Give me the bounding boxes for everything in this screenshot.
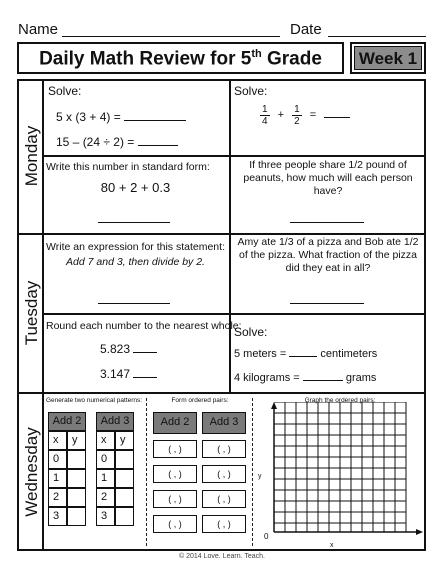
wednesday-divider-1 [146,398,147,546]
round-answer-1-blank[interactable] [133,352,157,353]
ordered-pair-box[interactable]: ( , ) [202,465,246,483]
coordinate-grid[interactable] [258,402,423,542]
title-main-text: Daily Math Review for 5 [39,48,252,70]
monday-q1-line1 [56,110,186,124]
y-cell[interactable] [67,488,86,507]
week-box [350,42,426,74]
date-line[interactable] [328,36,426,37]
monday-q2-expression [260,104,350,127]
tuesday-q3-prompt: Round each number to the nearest whole: [46,320,242,332]
graph-y-label: y [258,473,262,480]
monday-q2-fraction1 [260,104,270,127]
grams-label: grams [345,372,377,384]
y-cell[interactable] [115,450,134,469]
monday-horizontal-divider [42,155,426,157]
col-x-header: x [96,431,115,450]
name-line[interactable] [62,36,280,37]
tuesday-q3-row2 [100,367,157,381]
centimeters-label: centimeters [320,348,378,360]
monday-q2-title: Solve: [234,84,268,98]
table-add2-col-headers [48,431,86,450]
y-cell[interactable] [67,450,86,469]
tuesday-q4-line1 [234,348,377,360]
ordered-pair-box[interactable]: ( , ) [202,515,246,533]
x-cell: 1 [96,469,115,488]
plus-sign: + [277,109,285,122]
x-cell: 0 [48,450,67,469]
table-row [48,507,86,526]
y-cell[interactable] [67,469,86,488]
y-cell[interactable] [115,469,134,488]
y-cell[interactable] [115,488,134,507]
col-x-header: x [48,431,67,450]
pattern-table-add3 [96,412,134,526]
week-badge: Week 1 [354,46,422,70]
monday-q4-answer-blank[interactable] [290,222,364,223]
x-cell: 0 [96,450,115,469]
kilograms-label: 4 kilograms = [234,372,300,384]
tuesday-q4-title: Solve: [234,325,268,339]
day-label-wednesday: Wednesday [22,427,41,517]
ordered-pairs-add2 [153,412,197,533]
fraction2-numerator: 1 [294,104,300,115]
monday-q1-expr2: 15 – (24 ÷ 2) = [56,135,135,149]
pairs-add2-header: Add 2 [153,412,197,434]
day-column-divider [42,79,44,551]
tuesday-q1-answer-blank[interactable] [98,303,170,304]
grid-lines [274,402,406,532]
x-cell: 3 [48,507,67,526]
x-cell: 2 [48,488,67,507]
pattern-table-add2 [48,412,86,526]
footer-copyright: © 2014 Love. Learn. Teach. [179,553,265,560]
ordered-pair-box[interactable]: ( , ) [153,440,197,458]
grams-answer-blank[interactable] [303,380,343,381]
x-cell: 1 [48,469,67,488]
table-row [96,450,134,469]
name-label: Name [18,21,59,38]
monday-q1-title: Solve: [48,84,82,98]
ordered-pair-box[interactable]: ( , ) [153,515,197,533]
tuesday-q4-line2 [234,372,376,384]
x-cell: 2 [96,488,115,507]
table-row [96,469,134,488]
day-label-tuesday: Tuesday [22,280,41,346]
x-axis-arrow [416,529,423,535]
fraction1-numerator: 1 [262,104,268,115]
ordered-pair-box[interactable]: ( , ) [153,465,197,483]
ordered-pair-box[interactable]: ( , ) [202,490,246,508]
round-answer-2-blank[interactable] [133,377,157,378]
wednesday-divider-2 [252,398,253,546]
centimeters-answer-blank[interactable] [289,356,317,357]
y-cell[interactable] [115,507,134,526]
monday-q3-expression: 80 + 2 + 0.3 [100,180,171,195]
monday-tuesday-divider [17,233,426,235]
title-box [17,42,344,74]
table-add2-header: Add 2 [48,412,86,431]
monday-q2-fraction2 [292,104,302,127]
pairs-add3-header: Add 3 [202,412,246,434]
table-add3-col-headers [96,431,134,450]
monday-q4-prompt: If three people share 1/2 pound of peanuts, how much will each person have? [243,159,413,197]
monday-q1-answer1-blank[interactable] [124,120,186,121]
monday-q3-answer-blank[interactable] [98,222,170,223]
table-row [96,507,134,526]
table-row [48,488,86,507]
tuesday-q2-answer-blank[interactable] [290,303,364,304]
equals-sign: = [309,109,317,122]
graph-title: Graph the ordered pairs: [304,397,376,404]
monday-q1-expr1: 5 x (3 + 4) = [56,110,121,124]
monday-q3-prompt: Write this number in standard form: [46,161,210,173]
table-add3-header: Add 3 [96,412,134,431]
ordered-pair-box[interactable]: ( , ) [153,490,197,508]
meters-label: 5 meters = [234,348,287,360]
col-y-header: y [115,431,134,450]
pairs-title: Form ordered pairs: [171,397,229,404]
monday-q1-line2 [56,135,178,149]
round-number-1: 5.823 [100,342,131,356]
ordered-pairs-add3 [202,412,246,533]
fraction2-denominator: 2 [294,116,300,127]
tuesday-q1-statement: Add 7 and 3, then divide by 2. [66,256,205,268]
graph-x-label: x [330,542,334,549]
tuesday-horizontal-divider [42,313,426,315]
y-cell[interactable] [67,507,86,526]
ordered-pair-box[interactable]: ( , ) [202,440,246,458]
table-row [48,469,86,488]
day-label-monday: Monday [22,125,41,187]
title-end-text: Grade [261,48,322,70]
tuesday-q1-prompt: Write an expression for this statement: [46,241,225,253]
fraction1-denominator: 4 [262,116,268,127]
round-number-2: 3.147 [100,367,131,381]
monday-q2-answer-blank[interactable] [324,117,350,118]
tuesday-wednesday-divider [17,392,426,394]
graph-origin-label: 0 [264,532,269,541]
tuesday-q3-row1 [100,342,157,356]
tuesday-q2-prompt: Amy ate 1/3 of a pizza and Bob ate 1/2 of the pizza. What fraction of the pizza did they eat in all? [237,236,419,274]
page-title [19,48,342,70]
y-axis-arrow [271,402,277,409]
table-row [48,450,86,469]
x-cell: 3 [96,507,115,526]
date-label: Date [290,21,322,38]
table-row [96,488,134,507]
patterns-title: Generate two numerical patterns: [46,397,143,404]
col-y-header: y [67,431,86,450]
monday-q1-answer2-blank[interactable] [138,145,178,146]
title-superscript: th [251,48,262,60]
